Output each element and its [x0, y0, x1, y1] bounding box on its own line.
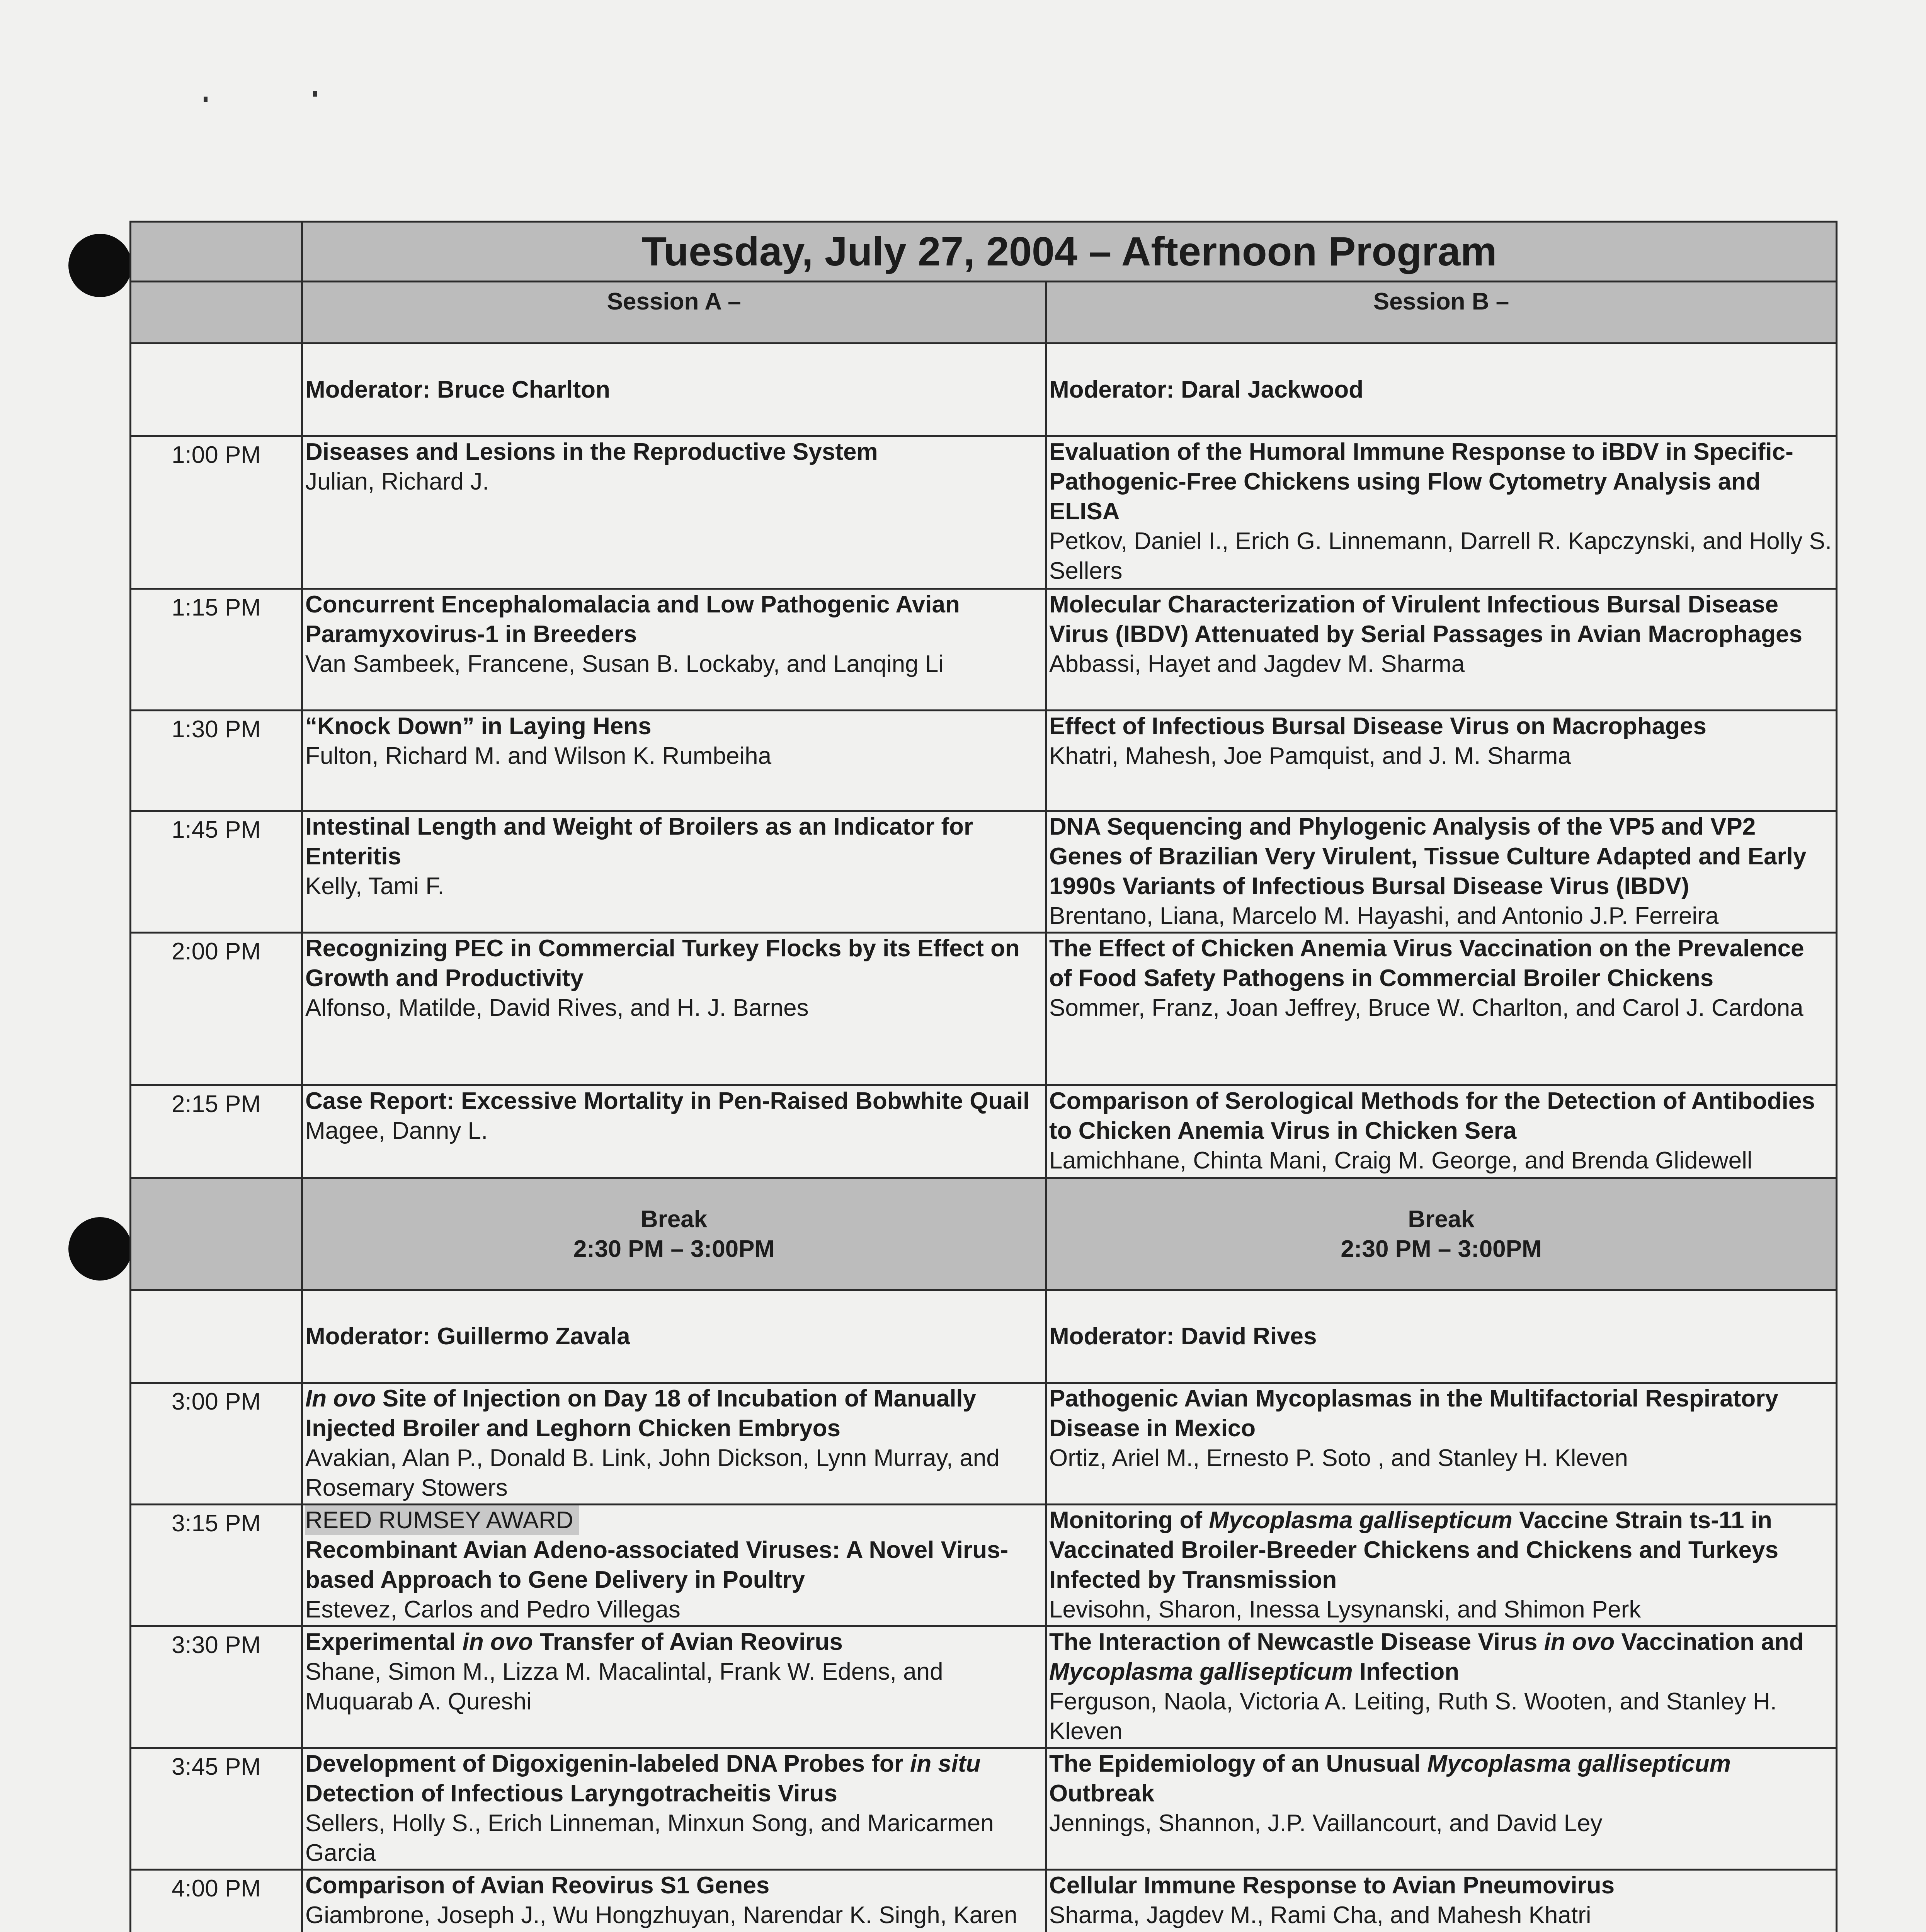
- session-a-cell: [302, 1383, 1046, 1505]
- session-a-title: [305, 1749, 1043, 1808]
- session-b-authors: Brentano, Liana, Marcelo M. Hayashi, and Antonio J.P. Ferreira: [1049, 903, 1719, 929]
- session-a-title: Diseases and Lesions in the Reproductive System: [305, 439, 878, 465]
- session-b-cell: [1046, 436, 1837, 589]
- session-b-authors: Ortiz, Ariel M., Ernesto P. Soto , and Stanley H. Kleven: [1049, 1445, 1628, 1471]
- session-time: 3:45 PM: [131, 1748, 302, 1870]
- italic-text: in situ: [910, 1750, 981, 1777]
- session-b-authors: Abbassi, Hayet and Jagdev M. Sharma: [1049, 651, 1465, 677]
- session-time: 3:00 PM: [131, 1383, 302, 1505]
- title-text: Monitoring of: [1049, 1507, 1209, 1534]
- award-label: REED RUMSEY AWARD: [305, 1505, 579, 1535]
- session-row: [131, 1870, 1837, 1932]
- break-b-time: 2:30 PM – 3:00PM: [1341, 1235, 1542, 1262]
- session-a-cell: [302, 1870, 1046, 1932]
- scan-speck: [204, 97, 208, 102]
- session-b-title: DNA Sequencing and Phylogenic Analysis of the VP5 and VP2 Genes of Brazilian Very Virulent, Tissue Culture Adapted and Early 1990s Variants of Infectious Bursal Disease Virus (IBDV): [1049, 813, 1807, 900]
- block1-sessions: [131, 436, 1837, 1178]
- session-a-cell: [302, 933, 1046, 1085]
- session-b-cell: [1046, 711, 1837, 811]
- session-a-authors: Magee, Danny L.: [305, 1117, 488, 1144]
- session-a-authors: Alfonso, Matilde, David Rives, and H. J. Barnes: [305, 995, 809, 1021]
- punch-hole-middle: [68, 1217, 132, 1281]
- session-a-authors: Julian, Richard J.: [305, 468, 489, 495]
- session-b-title: [1049, 1627, 1833, 1687]
- italic-text: Mycoplasma gallisepticum: [1049, 1658, 1353, 1685]
- session-b-title: Pathogenic Avian Mycoplasmas in the Multifactorial Respiratory Disease in Mexico: [1049, 1385, 1778, 1442]
- session-a-authors: Estevez, Carlos and Pedro Villegas: [305, 1596, 681, 1623]
- session-row: [131, 1626, 1837, 1748]
- break-b-label: Break: [1408, 1206, 1475, 1233]
- session-row: [131, 436, 1837, 589]
- break-b: [1046, 1178, 1837, 1290]
- break-a-label: Break: [640, 1206, 708, 1233]
- session-row: [131, 589, 1837, 711]
- title-text: Outbreak: [1049, 1780, 1155, 1807]
- break-corner-cell: [131, 1178, 302, 1290]
- session-b-authors: Khatri, Mahesh, Joe Pamquist, and J. M. Sharma: [1049, 743, 1571, 769]
- empty-time-cell: [131, 344, 302, 436]
- title-text: Development of Digoxigenin-labeled DNA Probes for: [305, 1750, 910, 1777]
- session-corner-cell: [131, 282, 302, 344]
- title-text: Vaccine Strain ts-11 in Vaccinated Broiler-Breeder Chickens and Chickens and Turkeys Infected by Transmission: [1049, 1507, 1779, 1593]
- session-row: [131, 1505, 1837, 1626]
- session-time: 3:15 PM: [131, 1505, 302, 1626]
- session-row: [131, 711, 1837, 811]
- award-line: [305, 1505, 1043, 1535]
- break-a-time: 2:30 PM – 3:00PM: [573, 1235, 775, 1262]
- italic-text: Mycoplasma gallisepticum: [1209, 1507, 1513, 1534]
- title-row: [131, 222, 1837, 282]
- session-b-cell: [1046, 1505, 1837, 1626]
- session-a-title: Recombinant Avian Adeno-associated Viruses: A Novel Virus-based Approach to Gene Delivery in Poultry: [305, 1537, 1009, 1593]
- title-text: Site of Injection on Day 18 of Incubation of Manually Injected Broiler and Leghorn Chicken Embryos: [305, 1385, 977, 1442]
- session-b-authors: Jennings, Shannon, J.P. Vaillancourt, and David Ley: [1049, 1810, 1603, 1837]
- session-b-title: Effect of Infectious Bursal Disease Virus on Macrophages: [1049, 713, 1707, 740]
- session-time: 1:15 PM: [131, 589, 302, 711]
- title-text: Detection of Infectious Laryngotracheitis Virus: [305, 1780, 837, 1807]
- title-text: Experimental: [305, 1629, 463, 1655]
- session-b-cell: [1046, 1085, 1837, 1178]
- session-a-cell: [302, 1626, 1046, 1748]
- session-a-title: [305, 1627, 1043, 1657]
- session-b-title: [1049, 1505, 1833, 1595]
- session-b-cell: [1046, 933, 1837, 1085]
- session-time: 3:30 PM: [131, 1626, 302, 1748]
- session-row: [131, 1748, 1837, 1870]
- italic-text: in ovo: [1544, 1629, 1615, 1655]
- moderator-row: [131, 344, 1837, 436]
- session-row: [131, 933, 1837, 1085]
- session-b-label: Session B –: [1046, 282, 1837, 344]
- italic-text: in ovo: [462, 1629, 533, 1655]
- title-text: Infection: [1353, 1658, 1460, 1685]
- session-a-title: Recognizing PEC in Commercial Turkey Flocks by its Effect on Growth and Productivity: [305, 935, 1020, 992]
- session-row: [131, 1383, 1837, 1505]
- session-a-title: Intestinal Length and Weight of Broilers as an Indicator for Enteritis: [305, 813, 973, 870]
- session-a-cell: [302, 1748, 1046, 1870]
- empty-time-cell: [131, 1290, 302, 1383]
- session-b-authors: Levisohn, Sharon, Inessa Lysynanski, and Shimon Perk: [1049, 1596, 1641, 1623]
- session-b-authors: Petkov, Daniel I., Erich G. Linnemann, Darrell R. Kapczynski, and Holly S. Sellers: [1049, 528, 1832, 584]
- session-time: 1:45 PM: [131, 811, 302, 933]
- title-text: The Interaction of Newcastle Disease Virus: [1049, 1629, 1544, 1655]
- session-time: 4:00 PM: [131, 1870, 302, 1932]
- session-a-authors: Giambrone, Joseph J., Wu Hongzhuyan, Narendar K. Singh, Karen: [305, 1902, 1017, 1929]
- session-b-title: Evaluation of the Humoral Immune Response to iBDV in Specific-Pathogenic-Free Chickens using Flow Cytometry Analysis and ELISA: [1049, 439, 1793, 525]
- session-header-row: [131, 282, 1837, 344]
- title-text: Vaccination and: [1615, 1629, 1804, 1655]
- session-a-cell: [302, 1505, 1046, 1626]
- session-b-title: Molecular Characterization of Virulent Infectious Bursal Disease Virus (IBDV) Attenuated by Serial Passages in Avian Macrophages: [1049, 591, 1803, 648]
- session-b-cell: [1046, 811, 1837, 933]
- session-a-title: “Knock Down” in Laying Hens: [305, 713, 652, 740]
- session-a-authors: Avakian, Alan P., Donald B. Link, John Dickson, Lynn Murray, and Rosemary Stowers: [305, 1445, 1000, 1501]
- title-corner-cell: [131, 222, 302, 282]
- break-row: [131, 1178, 1837, 1290]
- punch-hole-top: [68, 234, 132, 297]
- session-time: 2:15 PM: [131, 1085, 302, 1178]
- session-b-title: Comparison of Serological Methods for the Detection of Antibodies to Chicken Anemia Virus in Chicken Sera: [1049, 1088, 1815, 1144]
- session-b-authors: Lamichhane, Chinta Mani, Craig M. George, and Brenda Glidewell: [1049, 1147, 1752, 1174]
- session-time: 1:00 PM: [131, 436, 302, 589]
- session-time: 2:00 PM: [131, 933, 302, 1085]
- session-a-cell: [302, 711, 1046, 811]
- session-a-cell: [302, 589, 1046, 711]
- session-a-label: Session A –: [302, 282, 1046, 344]
- session-a-authors: Kelly, Tami F.: [305, 873, 444, 900]
- session-a-authors: Van Sambeek, Francene, Susan B. Lockaby, and Lanqing Li: [305, 651, 944, 677]
- moderator-b: Moderator: David Rives: [1046, 1290, 1837, 1383]
- scan-speck: [313, 91, 317, 97]
- session-b-title: Cellular Immune Response to Avian Pneumovirus: [1049, 1872, 1615, 1899]
- session-b-authors: Sharma, Jagdev M., Rami Cha, and Mahesh Khatri: [1049, 1902, 1591, 1929]
- session-b-cell: [1046, 1383, 1837, 1505]
- session-a-authors: Sellers, Holly S., Erich Linneman, Minxun Song, and Maricarmen Garcia: [305, 1810, 994, 1866]
- page-title: Tuesday, July 27, 2004 – Afternoon Program: [302, 222, 1837, 282]
- session-b-cell: [1046, 1748, 1837, 1870]
- moderator-a: Moderator: Bruce Charlton: [302, 344, 1046, 436]
- moderator-a: Moderator: Guillermo Zavala: [302, 1290, 1046, 1383]
- session-b-cell: [1046, 1870, 1837, 1932]
- session-a-authors: Shane, Simon M., Lizza M. Macalintal, Frank W. Edens, and Muquarab A. Qureshi: [305, 1658, 943, 1715]
- italic-text: Mycoplasma gallisepticum: [1427, 1750, 1731, 1777]
- session-a-cell: [302, 811, 1046, 933]
- italic-text: In ovo: [305, 1385, 376, 1412]
- title-text: Transfer of Avian Reovirus: [533, 1629, 843, 1655]
- program-table: [129, 221, 1838, 1932]
- session-a-cell: [302, 1085, 1046, 1178]
- break-a: [302, 1178, 1046, 1290]
- session-a-title: Comparison of Avian Reovirus S1 Genes: [305, 1872, 770, 1899]
- session-row: [131, 811, 1837, 933]
- session-b-authors: Sommer, Franz, Joan Jeffrey, Bruce W. Charlton, and Carol J. Cardona: [1049, 995, 1803, 1021]
- session-a-title: Case Report: Excessive Mortality in Pen-Raised Bobwhite Quail: [305, 1088, 1030, 1114]
- moderator-row: [131, 1290, 1837, 1383]
- session-b-title: [1049, 1749, 1833, 1808]
- session-time: 1:30 PM: [131, 711, 302, 811]
- session-b-cell: [1046, 589, 1837, 711]
- title-text: The Epidemiology of an Unusual: [1049, 1750, 1427, 1777]
- session-a-title: Concurrent Encephalomalacia and Low Pathogenic Avian Paramyxovirus-1 in Breeders: [305, 591, 960, 648]
- session-row: [131, 1085, 1837, 1178]
- session-b-title: The Effect of Chicken Anemia Virus Vaccination on the Prevalence of Food Safety Pathogens in Commercial Broiler Chickens: [1049, 935, 1804, 992]
- session-b-cell: [1046, 1626, 1837, 1748]
- moderator-b: Moderator: Daral Jackwood: [1046, 344, 1837, 436]
- session-a-authors: Fulton, Richard M. and Wilson K. Rumbeiha: [305, 743, 772, 769]
- session-b-authors: Ferguson, Naola, Victoria A. Leiting, Ruth S. Wooten, and Stanley H. Kleven: [1049, 1688, 1777, 1745]
- block2-sessions: [131, 1870, 1837, 1932]
- session-a-cell: [302, 436, 1046, 589]
- session-a-title: [305, 1384, 1043, 1443]
